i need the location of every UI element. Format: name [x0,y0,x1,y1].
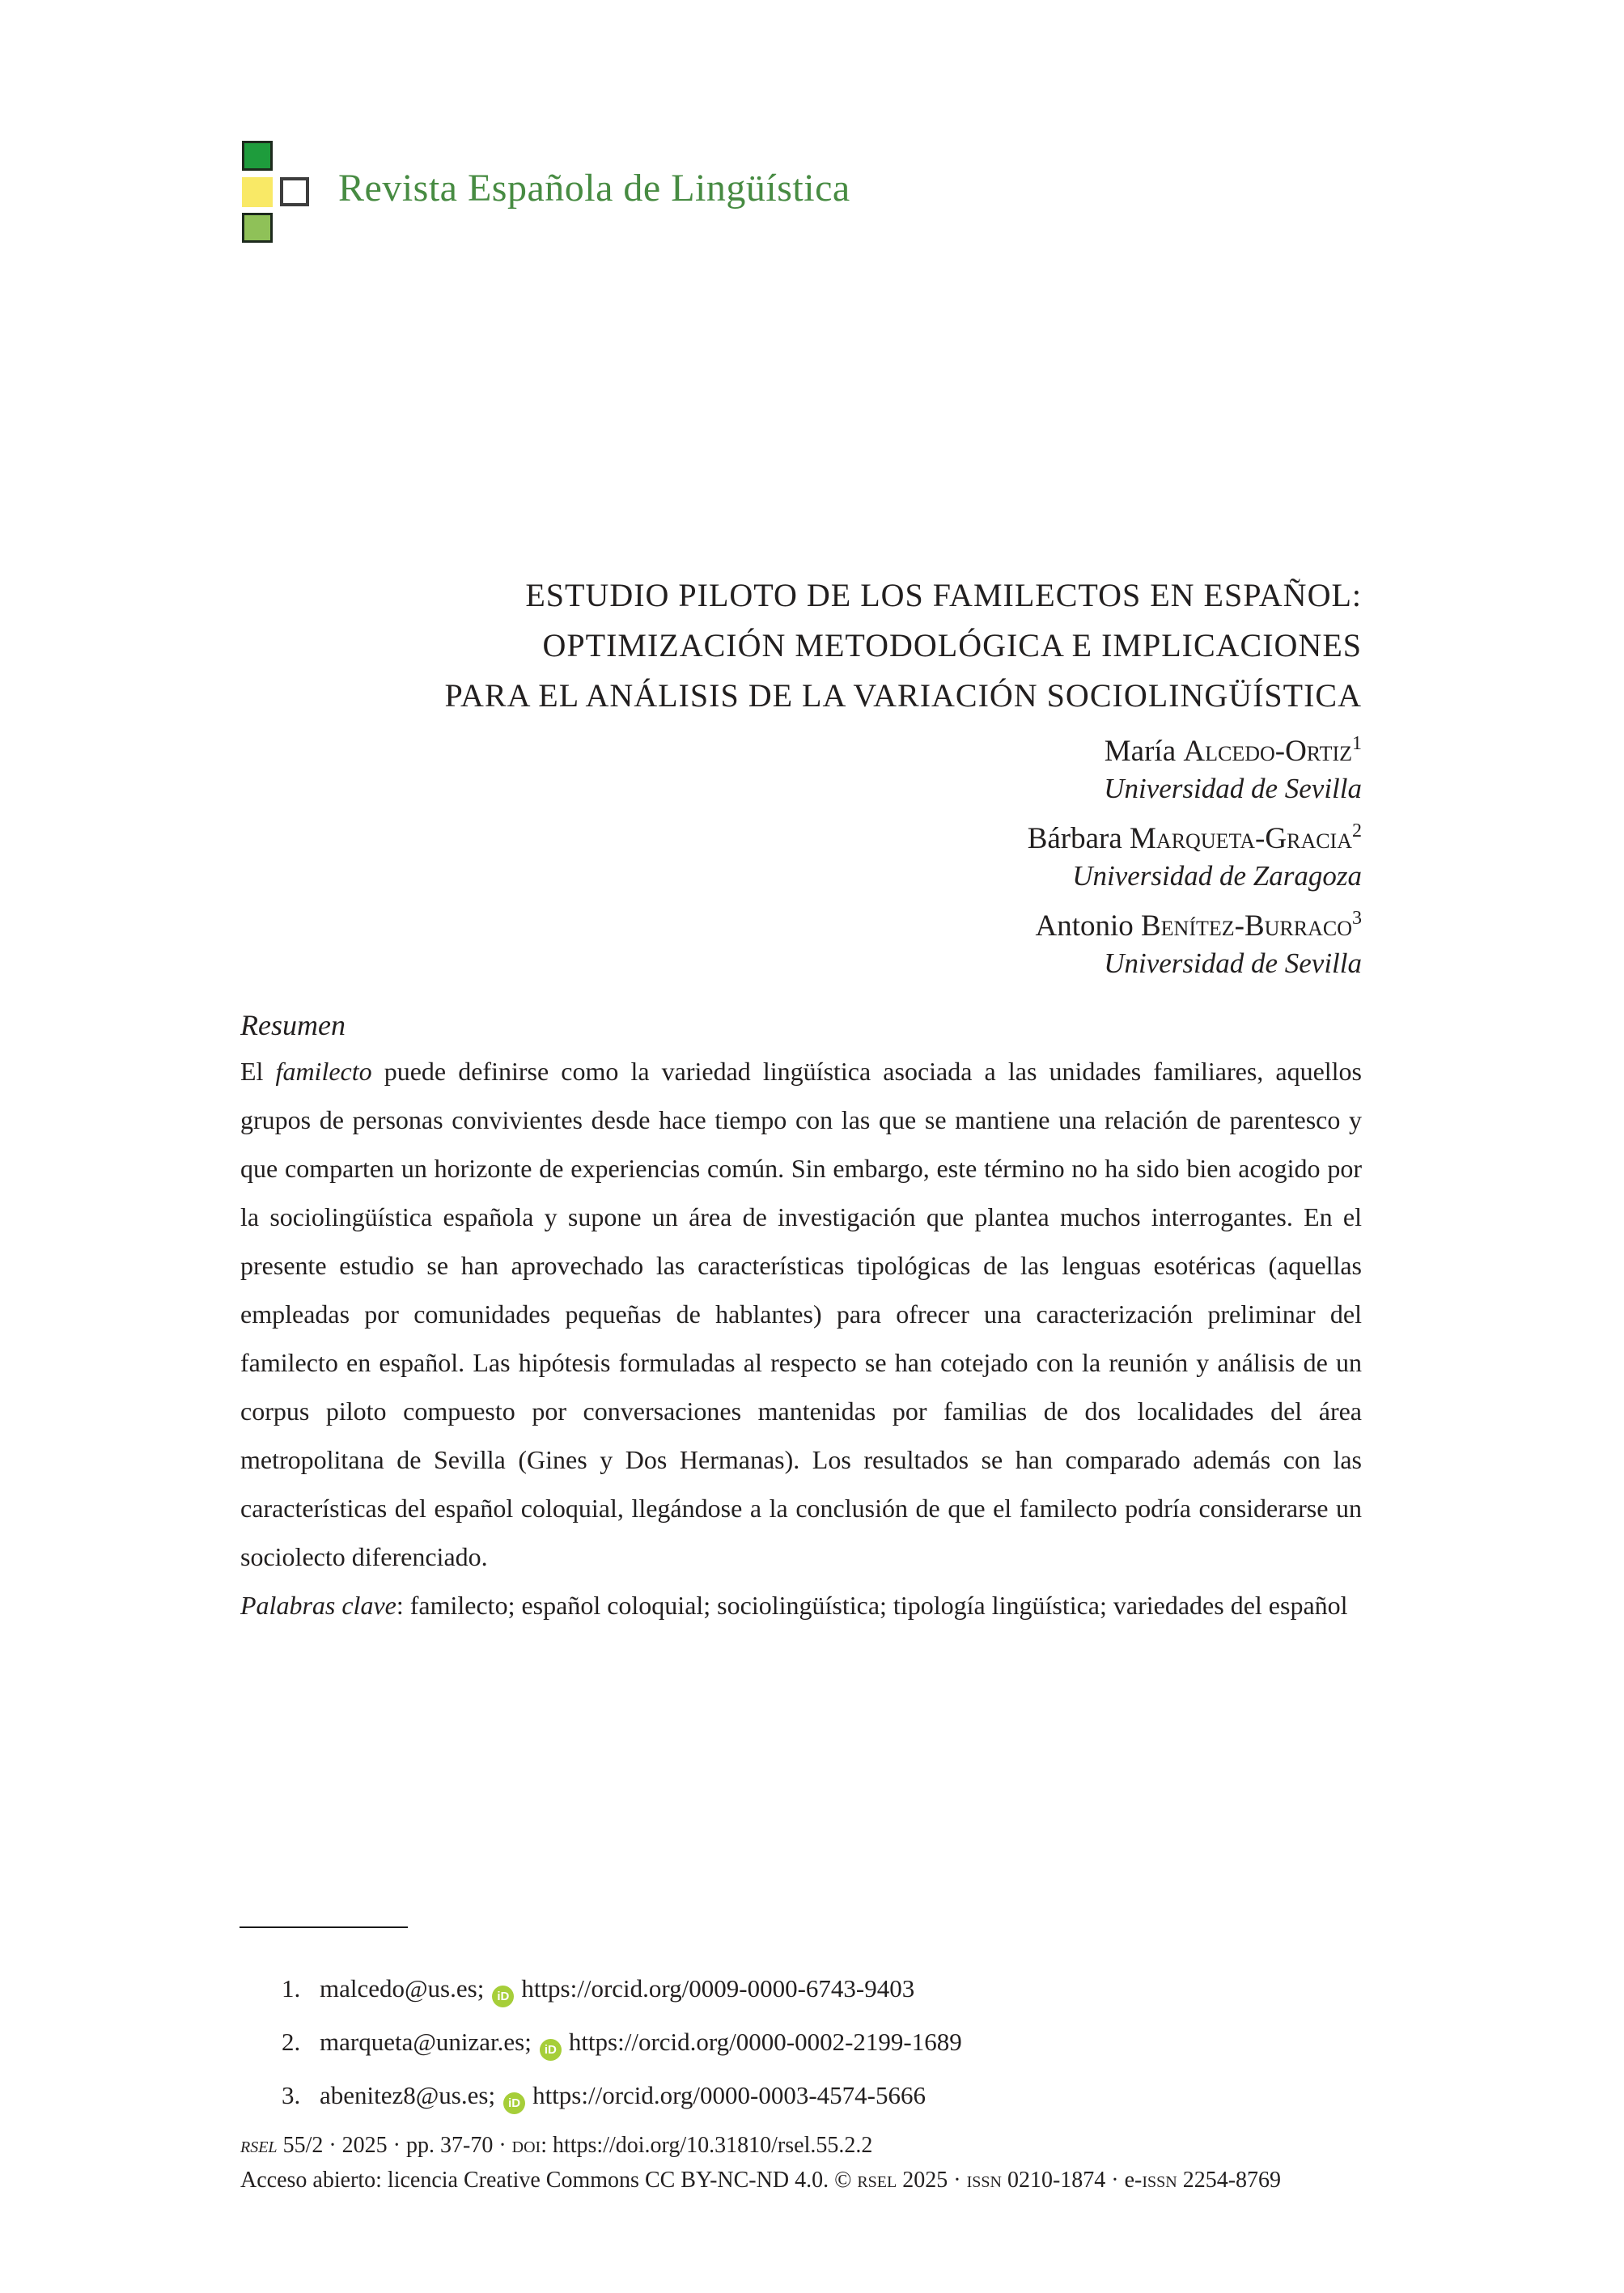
orcid-url-link[interactable]: https://orcid.org/0009-0000-6743-9403 [521,1974,915,2003]
authors-block [240,733,1362,995]
abstract-heading: Resumen [240,1009,346,1041]
orcid-url-link[interactable]: https://orcid.org/0000-0002-2199-1689 [568,2028,962,2056]
article-title-line-3: PARA EL ANÁLISIS DE LA VARIACIÓN SOCIOLINGÜÍSTICA [444,677,1362,714]
abstract-body: puede definirse como la variedad lingüística asociada a las unidades familiares, aquellos grupos de personas convivientes desde hace tiempo con las que se mantiene una relación de parentesco y que comparten un horizonte de experiencias común. Sin embargo, este término no ha sido bien acogido por la sociolingüística española y supone un área de investigación que plantea muchos interrogantes. En el presente estudio se han aprovechado las características tipológicas de las lenguas esotéricas (aquellas empleadas por comunidades pequeñas de hablantes) para ofrecer una caracterización preliminar del familecto en español. Las hipótesis formuladas al respecto se han cotejado con la reunión y análisis de un corpus piloto compuesto por conversaciones mantenidas por familias de dos localidades del área metropolitana de Sevilla (Gines y Dos Hermanas). Los resultados se han comparado además con las características del español coloquial, llegándose a la conclusión de que el familecto podría considerarse un sociolecto diferenciado. [240,1057,1363,1571]
footnote-number: 2. [282,2028,301,2056]
author-name [240,733,1362,770]
article-title [240,570,1362,721]
author-entry [240,820,1362,895]
eissn-prefix: e- [1124,2168,1143,2193]
footnote-row [240,1962,1362,2015]
author-surname: Alcedo-Ortiz [1183,735,1352,768]
author-footnote-marker: 1 [1352,733,1362,754]
author-name [240,908,1362,945]
author-footnote-marker: 3 [1352,908,1362,929]
article-title-line-2: OPTIMIZACIÓN METODOLÓGICA E IMPLICACIONES [542,627,1362,663]
license-text: Acceso abierto: licencia Creative Commons CC BY-NC-ND 4.0. © [240,2168,858,2193]
logo-square-dark-green-icon [242,141,273,171]
author-name [240,820,1362,858]
author-affiliation: Universidad de Sevilla [1104,773,1362,804]
logo-square-outline-icon [280,177,309,206]
logo-square-light-green-icon [242,213,273,243]
author-surname: Benítez-Burraco [1141,909,1352,943]
footnote-separator-rule [240,1926,408,1928]
footnote-number: 3. [282,2081,301,2109]
journal-abbrev: rsel [857,2168,897,2193]
author-given-name: Antonio [1035,909,1134,943]
eissn-label: issn [1142,2168,1177,2193]
orcid-id-icon[interactable]: iD [503,2092,525,2114]
doi-link[interactable]: : https://doi.org/10.31810/rsel.55.2.2 [541,2133,873,2158]
abstract-lead: El [240,1057,276,1086]
logo-square-yellow-icon [242,177,273,207]
doi-label: doi [511,2133,541,2158]
keywords-line [240,1581,1362,1630]
author-footnote-marker: 2 [1352,820,1362,841]
author-email-link[interactable]: abenitez8@us.es; [320,2081,496,2109]
copyright-year: 2025 · [897,2168,967,2193]
author-surname: Marqueta-Gracia [1130,822,1352,855]
issn-label: issn [966,2168,1002,2193]
footnotes-block [240,1962,1362,2122]
abstract-section [240,1004,1362,1630]
footnote-text [320,1962,914,2015]
journal-name: Revista Española de Lingüística [338,167,850,210]
author-entry [240,908,1362,982]
journal-abbrev: rsel [240,2133,278,2158]
footnote-row [240,2069,1362,2122]
keywords-label: Palabras clave [240,1591,396,1620]
eissn-number: 2254-8769 [1177,2168,1282,2193]
author-given-name: María [1104,735,1177,768]
issue-info: 55/2 · 2025 · pp. 37-70 · [277,2133,512,2158]
abstract-italic-term: familecto [275,1057,372,1086]
footer-license-line [240,2163,1454,2198]
footnote-number: 1. [282,1974,301,2003]
keywords-text: : familecto; español coloquial; sociolingüística; tipología lingüística; variedades del español [396,1591,1348,1620]
footer-citation-line [240,2128,1454,2163]
author-email-link[interactable]: malcedo@us.es; [320,1974,485,2003]
author-affiliation: Universidad de Sevilla [1104,947,1362,979]
author-entry [240,733,1362,807]
orcid-url-link[interactable]: https://orcid.org/0000-0003-4574-5666 [532,2081,926,2109]
page-footer [240,2128,1454,2198]
orcid-id-icon[interactable]: iD [492,1986,514,2007]
issn-number: 0210-1874 · [1001,2168,1125,2193]
author-given-name: Bárbara [1027,822,1122,855]
footnote-row [240,2015,1362,2069]
author-email-link[interactable]: marqueta@unizar.es; [320,2028,532,2056]
article-title-line-1: ESTUDIO PILOTO DE LOS FAMILECTOS EN ESPAÑOL: [525,577,1362,613]
footnote-text [320,2015,962,2069]
abstract-text [240,1047,1362,1581]
orcid-id-icon[interactable]: iD [540,2039,562,2061]
footnote-text [320,2069,926,2122]
author-affiliation: Universidad de Zaragoza [1072,860,1362,892]
